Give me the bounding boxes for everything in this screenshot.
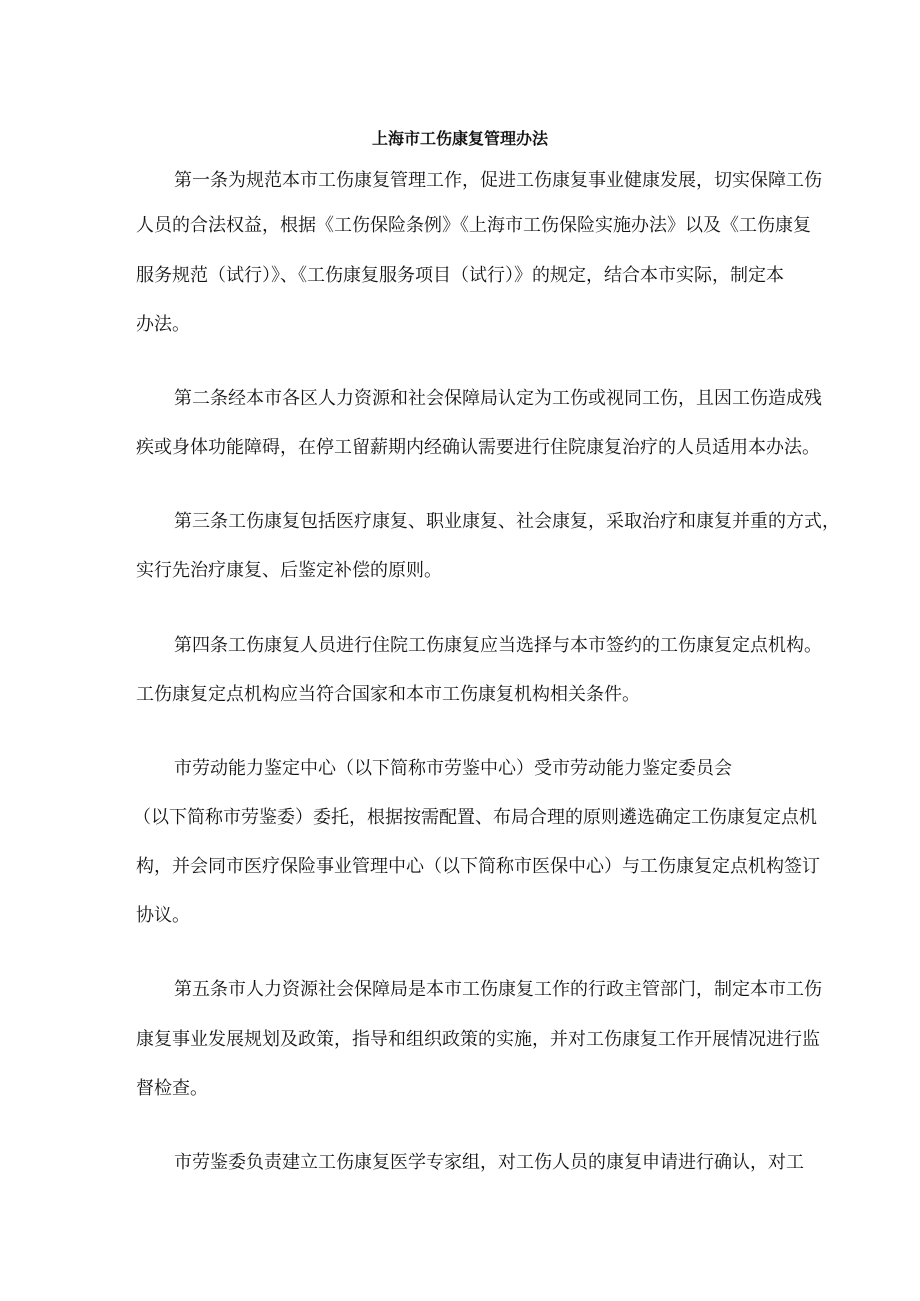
article-2-line-2: 疾或身体功能障碍，在停工留薪期内经确认需要进行住院康复治疗的人员适用本办法。 (136, 437, 820, 458)
article-4-line-1: 第四条工伤康复人员进行住院工伤康复应当选择与本市签约的工伤康复定点机构。 (174, 635, 822, 656)
document-title: 上海市工伤康复管理办法 (371, 129, 548, 148)
article-1-line-2: 人员的合法权益，根据《工伤保险条例》《上海市工伤保险实施办法》以及《工伤康复 (136, 215, 811, 236)
article-1-line-1: 第一条为规范本市工伤康复管理工作，促进工伤康复事业健康发展，切实保障工伤 (174, 170, 822, 191)
article-1-line-4: 办法。 (136, 314, 190, 335)
article-5-line-1: 第五条市人力资源社会保障局是本市工伤康复工作的行政主管部门，制定本市工伤 (174, 979, 822, 1000)
paragraph-center-line-3: 构，并会同市医疗保险事业管理中心（以下简称市医保中心）与工伤康复定点机构签订 (136, 856, 820, 877)
article-3-line-1: 第三条工伤康复包括医疗康复、职业康复、社会康复，采取治疗和康复并重的方式， (174, 511, 840, 532)
paragraph-center-line-2: （以下简称市劳鉴委）委托，根据按需配置、布局合理的原则遴选确定工伤康复定点机 (133, 807, 817, 828)
article-3-line-2: 实行先治疗康复、后鉴定补偿的原则。 (136, 560, 442, 581)
paragraph-center-line-4: 协议。 (136, 905, 190, 926)
article-5-line-3: 督检查。 (136, 1078, 208, 1099)
article-1-line-3: 服务规范（试行）》、《工伤康复服务项目（试行）》的规定，结合本市实际，制定本 (136, 265, 784, 286)
article-4-line-2: 工伤康复定点机构应当符合国家和本市工伤康复机构相关条件。 (136, 684, 640, 705)
paragraph-center-line-1: 市劳动能力鉴定中心（以下简称市劳鉴中心）受市劳动能力鉴定委员会 (174, 758, 732, 779)
paragraph-committee-line-1: 市劳鉴委负责建立工伤康复医学专家组，对工伤人员的康复申请进行确认，对工 (174, 1152, 804, 1173)
article-2-line-1: 第二条经本市各区人力资源和社会保障局认定为工伤或视同工伤，且因工伤造成残 (174, 388, 822, 409)
article-5-line-2: 康复事业发展规划及政策，指导和组织政策的实施，并对工伤康复工作开展情况进行监 (136, 1029, 820, 1050)
